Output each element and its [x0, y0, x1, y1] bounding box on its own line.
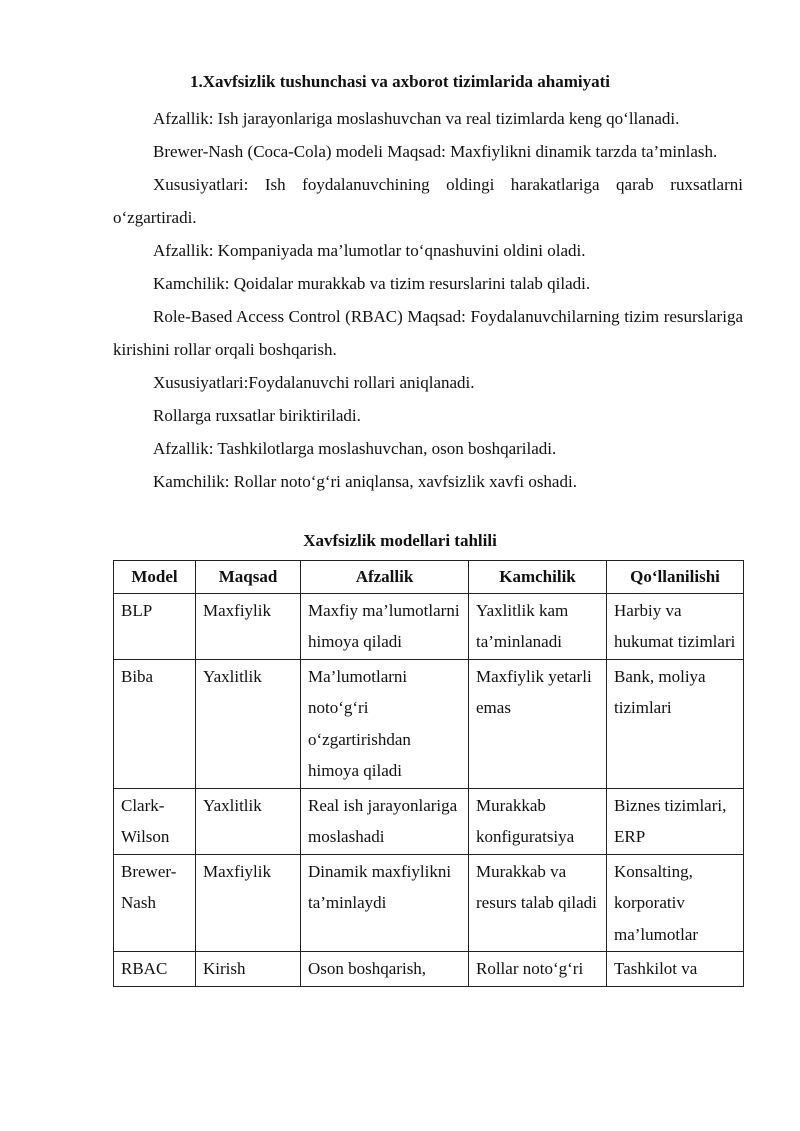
paragraph: Xususiyatlari:Foydalanuvchi rollari aniqlanadi.: [153, 373, 475, 392]
table-cell: Murakkab va resurs talab qiladi: [469, 854, 607, 952]
table-cell: RBAC: [114, 952, 196, 987]
table-cell: Tashkilot va: [607, 952, 744, 987]
paragraph: Afzallik: Kompaniyada ma’lumotlar to‘qnashuvini oldini oladi.: [153, 241, 586, 260]
table-cell: Yaxlitlik kam ta’minlanadi: [469, 593, 607, 659]
table-cell: Kirish: [196, 952, 301, 987]
table-row: [114, 854, 744, 952]
table-cell: Yaxlitlik: [196, 788, 301, 854]
table-cell: Biba: [114, 659, 196, 788]
table-cell: Brewer-Nash: [114, 854, 196, 952]
table-cell: Real ish jarayonlariga moslashadi: [301, 788, 469, 854]
table-row: [114, 593, 744, 659]
paragraph: Kamchilik: Qoidalar murakkab va tizim resurslarini talab qiladi.: [153, 274, 591, 293]
table-cell: Maxfiylik: [196, 593, 301, 659]
paragraph: Kamchilik: Rollar noto‘g‘ri aniqlansa, xavfsizlik xavfi oshadi.: [153, 472, 577, 491]
table-cell: Rollar noto‘g‘ri: [469, 952, 607, 987]
table-cell: BLP: [114, 593, 196, 659]
table-cell: Clark-Wilson: [114, 788, 196, 854]
column-header: Afzallik: [301, 561, 469, 594]
table-row: [114, 788, 744, 854]
table-row: [114, 659, 744, 788]
paragraph: Rollarga ruxsatlar biriktiriladi.: [153, 406, 361, 425]
table-cell: Ma’lumotlarni noto‘g‘ri o‘zgartirishdan himoya qiladi: [301, 659, 469, 788]
paragraph: Brewer-Nash (Coca-Cola) modeli Maqsad: Maxfiylikni dinamik tarzda ta’minlash.: [153, 142, 718, 161]
table-cell: Murakkab konfiguratsiya: [469, 788, 607, 854]
table-cell: Dinamik maxfiylikni ta’minlaydi: [301, 854, 469, 952]
column-header: Kamchilik: [469, 561, 607, 594]
table-cell: Yaxlitlik: [196, 659, 301, 788]
table-cell: Maxfiy ma’lumotlarni himoya qiladi: [301, 593, 469, 659]
paragraph: Afzallik: Ish jarayonlariga moslashuvchan va real tizimlarda keng qo‘llanadi.: [153, 109, 680, 128]
paragraph: Afzallik: Tashkilotlarga moslashuvchan, oson boshqariladi.: [153, 439, 557, 458]
section-heading: 1.Xavfsizlik tushunchasi va axborot tizimlarida ahamiyati: [190, 72, 610, 91]
column-header: Model: [114, 561, 196, 594]
column-header: Qo‘llanilishi: [607, 561, 744, 594]
table-cell: Oson boshqarish,: [301, 952, 469, 987]
table-cell: Bank, moliya tizimlari: [607, 659, 744, 788]
table-cell: Biznes tizimlari, ERP: [607, 788, 744, 854]
body-text: [113, 102, 743, 498]
table-header-row: [114, 561, 744, 594]
column-header: Maqsad: [196, 561, 301, 594]
table-caption: Xavfsizlik modellari tahlili: [303, 531, 497, 550]
table-row: [114, 952, 744, 987]
table-cell: Harbiy va hukumat tizimlari: [607, 593, 744, 659]
table-cell: Maxfiylik: [196, 854, 301, 952]
table-cell: Konsalting, korporativ ma’lumotlar: [607, 854, 744, 952]
paragraph: Role-Based Access Control (RBAC) Maqsad: Foydalanuvchilarning tizim resurslariga kirishini rollar orqali boshqarish.: [113, 307, 743, 359]
security-models-table: [113, 560, 744, 987]
paragraph: Xususiyatlari: Ish foydalanuvchining oldingi harakatlariga qarab ruxsatlarni o‘zgartiradi.: [113, 175, 743, 227]
table-cell: Maxfiylik yetarli emas: [469, 659, 607, 788]
